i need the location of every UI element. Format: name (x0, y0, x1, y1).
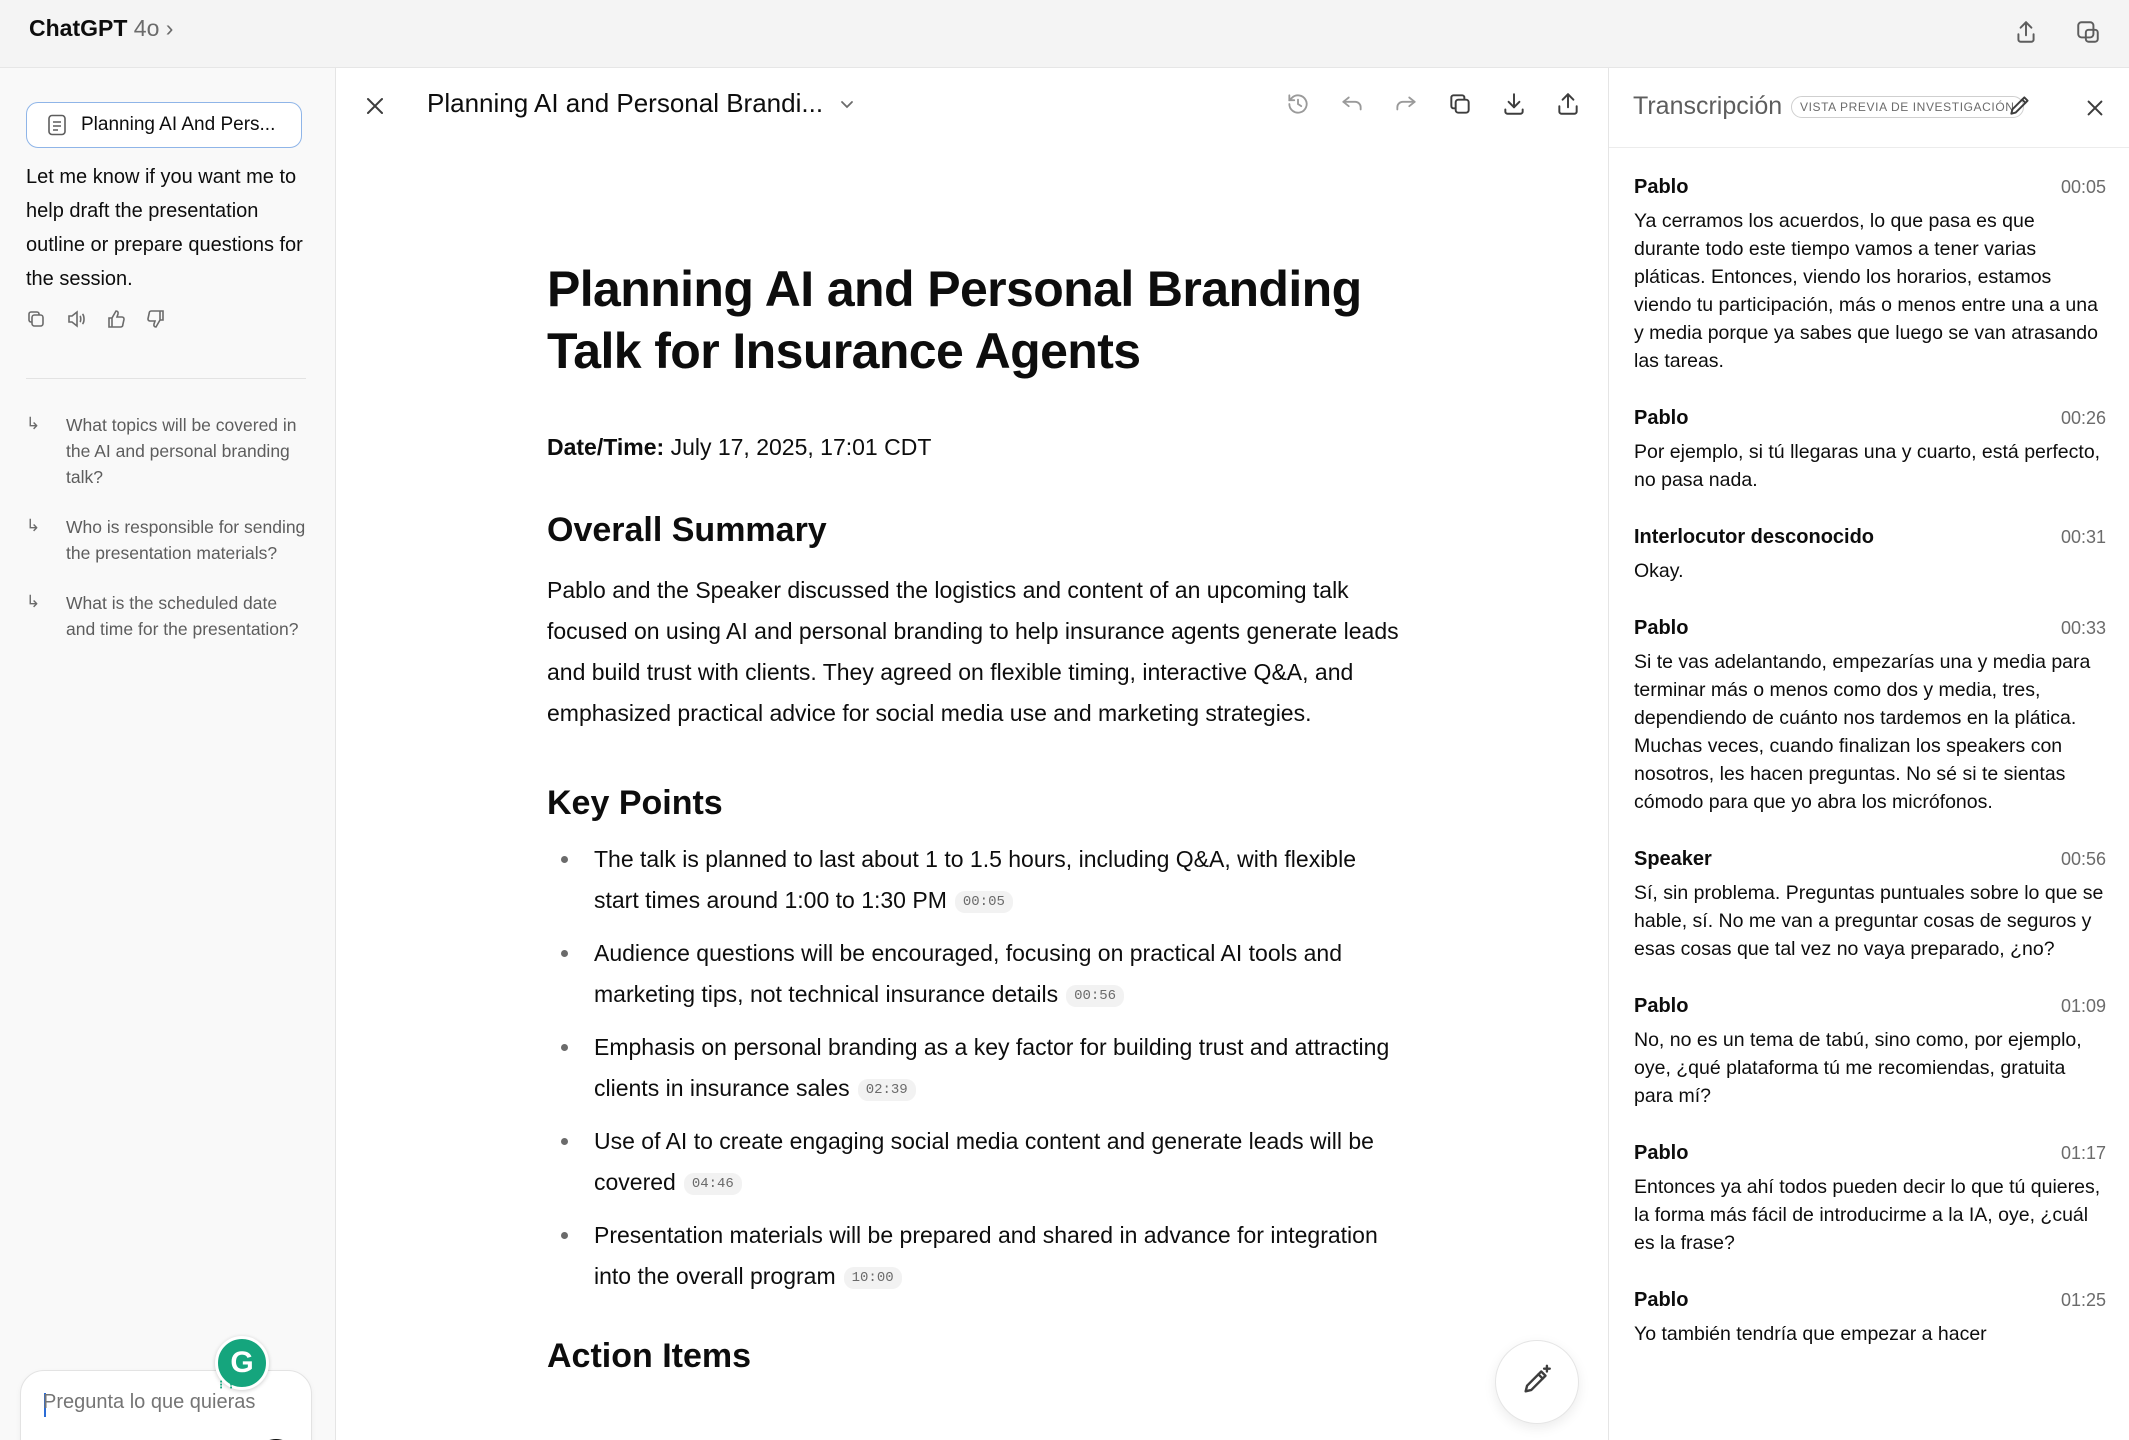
key-point (547, 1027, 1407, 1109)
summary-text: Pablo and the Speaker discussed the logistics and content of an upcoming talk focused on using AI and personal branding to help insurance agents generate leads and build trust with clients. They agreed on flexible timing, interactive Q&A, and emphasized practical advice for social media use and marketing strategies. (547, 577, 1399, 726)
document-body (547, 258, 1407, 1376)
transcript-entry (1634, 407, 2106, 494)
suggestion-item[interactable] (26, 590, 316, 642)
document-chip[interactable] (26, 102, 302, 148)
entry-time[interactable]: 00:33 (2060, 618, 2106, 638)
suggestion-text: Who is responsible for sending the presentation materials? (66, 517, 306, 563)
entry-time[interactable]: 00:56 (2060, 849, 2106, 869)
key-points-list (547, 839, 1407, 1297)
prompt-input[interactable] (43, 1391, 303, 1414)
transcript-entry (1634, 848, 2106, 963)
read-aloud-icon[interactable] (66, 309, 86, 329)
entry-text: No, no es un tema de tabú, sino como, por ejemplo, oye, ¿qué plataforma tú me recomiendas, gratuita para mí? (1634, 1029, 2082, 1107)
transcript-header (1609, 68, 2129, 148)
speaker-name: Pablo (1634, 407, 1689, 429)
suggestion-item[interactable] (26, 412, 316, 490)
model-name: 4o (133, 15, 160, 41)
speaker-name: Interlocutor desconocido (1634, 526, 1875, 548)
transcript-list (1634, 176, 2106, 1380)
history-icon[interactable] (1282, 88, 1314, 120)
chevron-down-icon (837, 94, 857, 114)
key-point-text: Emphasis on personal branding as a key factor for building trust and attracting clients in insurance sales (594, 1034, 1390, 1101)
close-transcript-icon[interactable] (2079, 92, 2111, 124)
redo-icon[interactable] (1390, 88, 1422, 120)
summary-heading: Overall Summary (547, 511, 827, 549)
timestamp-badge[interactable]: 10:00 (844, 1267, 902, 1289)
key-point-text: Presentation materials will be prepared and shared in advance for integration into the overall program (594, 1222, 1378, 1289)
key-points-heading: Key Points (547, 784, 723, 822)
new-window-icon[interactable] (2070, 14, 2106, 50)
transcript-entry (1634, 526, 2106, 585)
speaker-name: Pablo (1634, 1142, 1689, 1164)
key-point-text: The talk is planned to last about 1 to 1.5 hours, including Q&A, with flexible start times around 1:00 to 1:30 PM (594, 846, 1356, 913)
suggestions-list (26, 412, 316, 666)
composer (20, 1370, 312, 1440)
transcript-panel (1608, 68, 2129, 1440)
timestamp-badge[interactable]: 00:56 (1066, 985, 1124, 1007)
entry-time[interactable]: 01:09 (2060, 996, 2106, 1016)
copy-icon[interactable] (1444, 88, 1476, 120)
suggestion-text: What is the scheduled date and time for the presentation? (66, 593, 299, 639)
reply-arrow-icon: ↳ (26, 414, 41, 433)
canvas-title-dropdown[interactable] (427, 88, 857, 119)
key-point-text: Audience questions will be encouraged, focusing on practical AI tools and marketing tips, not technical insurance details (594, 940, 1342, 1007)
undo-icon[interactable] (1336, 88, 1368, 120)
model-selector[interactable] (29, 15, 173, 42)
key-point (547, 1215, 1407, 1297)
close-canvas-icon[interactable] (359, 90, 391, 122)
transcript-entry (1634, 1289, 2106, 1348)
share-icon[interactable] (2008, 14, 2044, 50)
copy-icon[interactable] (26, 309, 46, 329)
transcript-entry (1634, 1142, 2106, 1257)
suggestion-item[interactable] (26, 514, 316, 566)
thumbs-down-icon[interactable] (146, 309, 166, 329)
divider (26, 378, 306, 379)
thumbs-up-icon[interactable] (106, 309, 126, 329)
entry-time[interactable]: 00:26 (2060, 408, 2106, 428)
speaker-name: Pablo (1634, 617, 1689, 639)
reply-arrow-icon: ↳ (26, 592, 41, 611)
entry-time[interactable]: 00:05 (2060, 177, 2106, 197)
share-icon[interactable] (1552, 88, 1584, 120)
canvas-panel (337, 68, 1608, 1440)
entry-text: Si te vas adelantando, empezarías una y media para terminar más o menos como dos y media, tres, dependiendo de cuánto nos tardemos en la plática. Muchas veces, cuando finalizan los speakers con nosotros, les hacen preguntas. No sé si te sientas cómodo para que yo abra los micrófonos. (1634, 651, 2091, 813)
key-point (547, 839, 1407, 921)
timestamp-badge[interactable]: 00:05 (955, 891, 1013, 913)
document-icon (47, 114, 67, 136)
download-icon[interactable] (1498, 88, 1530, 120)
entry-text: Entonces ya ahí todos pueden decir lo que tú quieres, la forma más fácil de introducirme a la IA, oye, ¿cuál es la frase? (1634, 1176, 2101, 1254)
datetime-line (547, 434, 1407, 461)
speaker-name: Pablo (1634, 176, 1689, 198)
timestamp-badge[interactable]: 02:39 (858, 1079, 916, 1101)
key-point (547, 933, 1407, 1015)
transcript-entry (1634, 617, 2106, 816)
suggestion-text: What topics will be covered in the AI and personal branding talk? (66, 415, 297, 487)
transcript-entry (1634, 995, 2106, 1110)
transcript-entry (1634, 176, 2106, 375)
entry-time[interactable]: 01:17 (2060, 1143, 2106, 1163)
canvas-header (337, 68, 1608, 144)
datetime-label: Date/Time: (547, 434, 665, 460)
speaker-name: Pablo (1634, 995, 1689, 1017)
pencil-sparkle-icon (1520, 1363, 1554, 1402)
timestamp-badge[interactable]: 04:46 (684, 1173, 742, 1195)
drag-handle-icon: ⋮⋮ (216, 1380, 236, 1391)
assistant-message: Let me know if you want me to help draft the presentation outline or prepare questions for the session. (26, 166, 303, 290)
action-items-heading: Action Items (547, 1337, 752, 1375)
edit-icon[interactable] (2007, 92, 2035, 120)
chevron-right-icon: › (165, 15, 174, 41)
chat-sidebar (0, 68, 336, 1440)
transcript-title: Transcripción (1633, 92, 1783, 120)
message-actions (26, 309, 166, 329)
document-title: Planning AI and Personal Branding Talk for Insurance Agents (547, 261, 1362, 379)
canvas-title: Planning AI and Personal Brandi... (427, 88, 824, 118)
entry-text: Okay. (1634, 560, 1684, 582)
canvas-toolbar (1282, 88, 1584, 120)
entry-text: Ya cerramos los acuerdos, lo que pasa es que durante todo este tiempo vamos a tener varias pláticas. Entonces, viendo los horarios, estamos viendo tu participación, más o menos entre una a una y media porque ya sabes que luego se van atrasando las tareas. (1634, 210, 2098, 372)
key-point-text: Use of AI to create engaging social media content and generate leads will be covered (594, 1128, 1374, 1195)
key-point (547, 1121, 1407, 1203)
entry-text: Sí, sin problema. Preguntas puntuales sobre lo que se hable, sí. No me van a preguntar cosas de seguros y esas cosas que tal vez no vaya preparado, ¿no? (1634, 882, 2104, 960)
edit-suggestions-button[interactable] (1495, 1340, 1579, 1424)
grammarly-icon[interactable]: G ⋮⋮ (215, 1336, 269, 1390)
speaker-name: Pablo (1634, 1289, 1689, 1311)
reply-arrow-icon: ↳ (26, 516, 41, 535)
top-bar (0, 0, 2129, 68)
entry-time[interactable]: 01:25 (2060, 1290, 2106, 1310)
app-title: ChatGPT (29, 15, 128, 41)
document-chip-label: Planning AI And Pers... (81, 114, 276, 135)
preview-badge: VISTA PREVIA DE INVESTIGACIÓN (1791, 96, 2024, 118)
entry-text: Yo también tendría que empezar a hacer (1634, 1323, 1987, 1345)
datetime-value: July 17, 2025, 17:01 CDT (670, 434, 932, 460)
speaker-name: Speaker (1634, 848, 1712, 870)
entry-text: Por ejemplo, si tú llegaras una y cuarto, está perfecto, no pasa nada. (1634, 441, 2101, 491)
entry-time[interactable]: 00:31 (2060, 527, 2106, 547)
